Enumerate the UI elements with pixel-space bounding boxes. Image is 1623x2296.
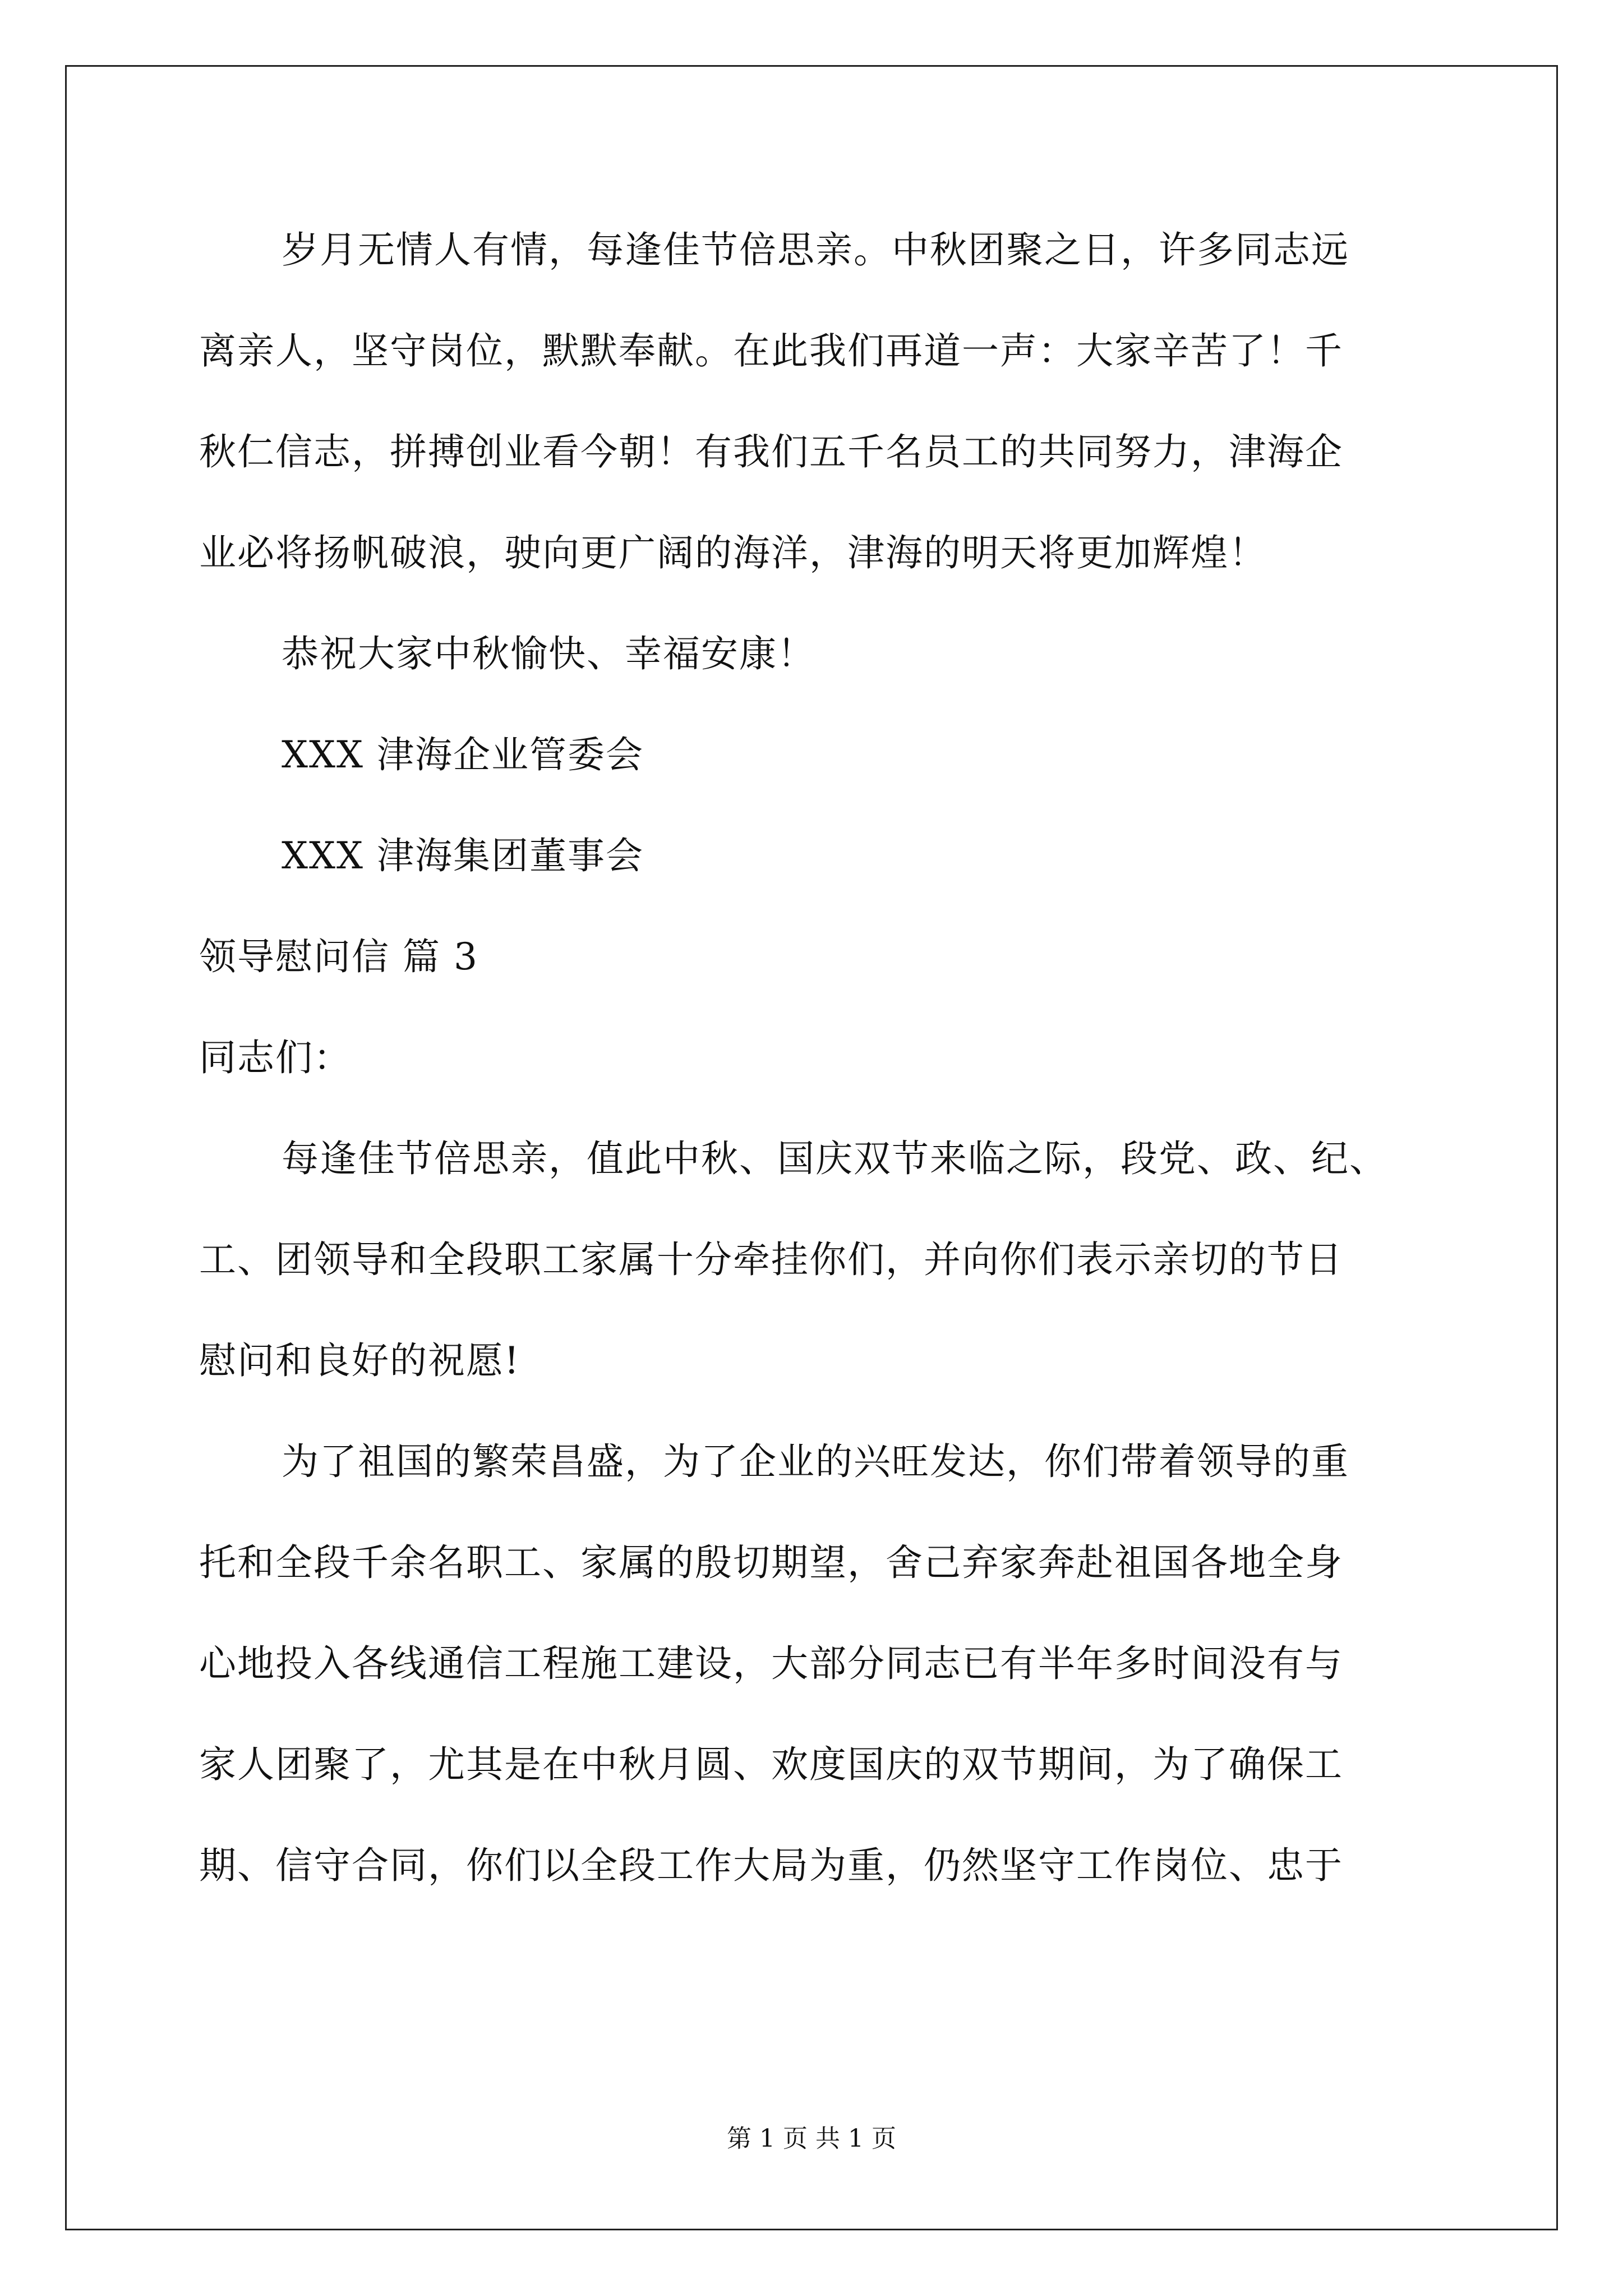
section-heading: 领导慰问信 篇 3 — [199, 935, 478, 978]
paragraph-line: 心地投入各线通信工程施工建设，大部分同志已有半年多时间没有与 — [199, 1642, 1343, 1685]
paragraph-line: 期、信守合同，你们以全段工作大局为重，仍然坚守工作岗位、忠于 — [199, 1844, 1343, 1887]
signature-line: XXX 津海集团董事会 — [282, 834, 644, 877]
paragraph-line: 家人团聚了，尤其是在中秋月圆、欢度国庆的双节期间，为了确保工 — [199, 1743, 1343, 1786]
salutation: 同志们： — [199, 1036, 352, 1079]
paragraph-line: 业必将扬帆破浪，驶向更广阔的海洋，津海的明天将更加辉煌！ — [199, 531, 1267, 574]
paragraph-line: 每逢佳节倍思亲，值此中秋、国庆双节来临之际，段党、政、纪、 — [282, 1137, 1387, 1180]
paragraph-line: 离亲人，坚守岗位，默默奉献。在此我们再道一声：大家辛苦了！千 — [199, 329, 1343, 372]
signature-line: XXX 津海企业管委会 — [282, 733, 644, 776]
paragraph-line: 工、团领导和全段职工家属十分牵挂你们，并向你们表示亲切的节日 — [199, 1238, 1343, 1281]
greeting-line: 恭祝大家中秋愉快、幸福安康！ — [282, 632, 815, 675]
paragraph-line: 托和全段千余名职工、家属的殷切期望，舍己弃家奔赴祖国各地全身 — [199, 1541, 1343, 1584]
paragraph-line: 慰问和良好的祝愿! — [199, 1339, 520, 1382]
page-footer: 第 1 页 共 1 页 — [727, 2124, 896, 2153]
paragraph-line: 为了祖国的繁荣昌盛，为了企业的兴旺发达，你们带着领导的重 — [282, 1440, 1349, 1483]
paragraph-line: 岁月无情人有情，每逢佳节倍思亲。中秋团聚之日，许多同志远 — [282, 228, 1349, 272]
paragraph-line: 秋仁信志，拼搏创业看今朝！有我们五千名员工的共同努力，津海企 — [199, 430, 1343, 473]
